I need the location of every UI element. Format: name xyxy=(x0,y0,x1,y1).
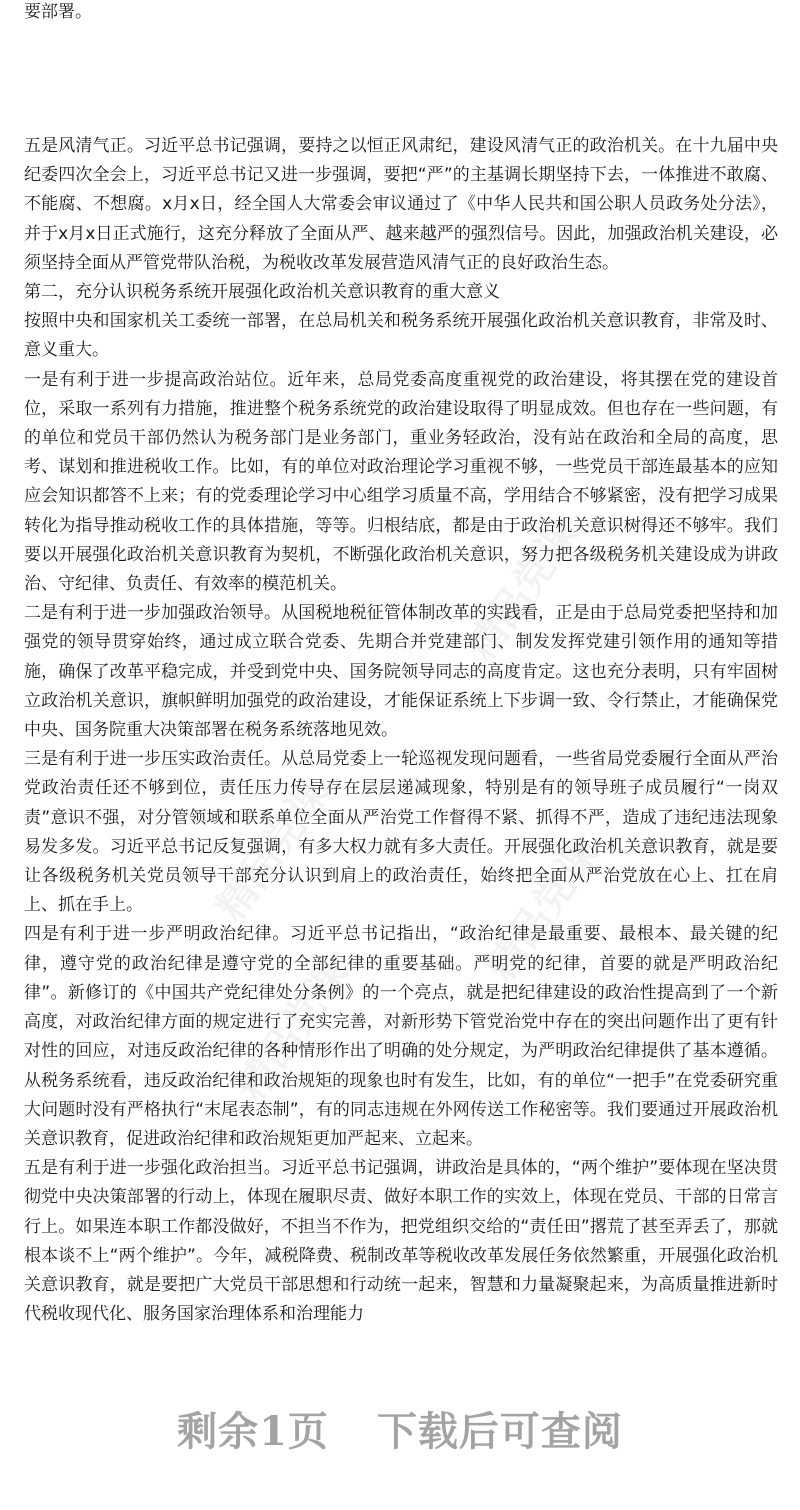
paragraph: 二是有利于进一步加强政治领导。从国税地税征管体制改革的实践看，正是由于总局党委把坚持和加强党的领导贯穿始终，通过成立联合党委、先期合并党建部门、制发发挥党建引领作用的通知等措施，确保了改革平稳完成，并受到党中央、国务院领导同志的高度肯定。这也充分表明，只有牢固树立政治机关意识，旗帜鲜明加强党的政治建设，才能保证系统上下步调一致、令行禁止，才能确保党中央、国务院重大决策部署在税务系统落地见效。 xyxy=(24,603,778,741)
paragraph: 四是有利于进一步严明政治纪律。习近平总书记指出，“政治纪律是最重要、最根本、最关键的纪律，遵守党的政治纪律是遵守党的全部纪律的重要基础。严明党的纪律，首要的就是严明政治纪律”。新修订的《中国共产党纪律处分条例》的一个亮点，就是把纪律建设的政治性提高到了一个新高度，对政治纪律方面的规定进行了充实完善，对新形势下管党治党中存在的突出问题作出了更有针对性的回应，对违反政治纪律的各种情形作出了明确的处分规定，为严明政治纪律提供了基本遵循。从税务系统看，违反政治纪律和政治规矩的现象也时有发生，比如，有的单位“一把手”在党委研究重大问题时没有严格执行“末尾表态制”，有的同志违规在外网传送工作秘密等。我们要通过开展政治机关意识教育，促进政治纪律和政治规矩更加严起来、立起来。 xyxy=(24,924,778,1149)
watermark: 精品党课 xyxy=(208,771,338,930)
paragraph: 五是风清气正。习近平总书记强调，要持之以恒正风肃纪，建设风清气正的政治机关。在十九届中央纪委四次全会上，习近平总书记又进一步强调，要把“严”的主基调长期坚持下去，一体推进不敢腐、不能腐、不想腐。x月x日，经全国人大常委会审议通过了《中华人民共和国公职人员政务处分法》，并于x月x日正式施行，这充分释放了全面从严、越来越严的强烈信号。因此，加强政治机关建设，必须坚持全面从严管党带队治税，为税收改革发展营造风清气正的良好政治生态。 xyxy=(24,136,778,273)
previous-page-fragment: 要部署。 xyxy=(24,2,92,22)
paragraph: 五是有利于进一步强化政治担当。习近平总书记强调，讲政治是具体的，“两个维护”要体现在坚决贯彻党中央决策部署的行动上，体现在履职尽责、做好本职工作的实效上，体现在党员、干部的日常言行上。如果连本职工作都没做好，不担当不作为，把党组织交给的“责任田”撂荒了甚至弄丢了，那就根本谈不上“两个维护”。今年，减税降费、税制改革等税收改革发展任务依然繁重，开展强化政治机关意识教育，就是要把广大党员干部思想和行动统一起来，智慧和力量凝聚起来，为高质量推进新时代税收现代化、服务国家治理体系和治理能力 xyxy=(24,1158,778,1325)
watermark: 精品党课 xyxy=(458,511,588,670)
watermark: 精品党课 xyxy=(228,951,358,1110)
watermark: 精品党课 xyxy=(478,831,608,990)
section-heading: 第二，充分认识税务系统开展强化政治机关意识教育的重大意义 xyxy=(24,282,500,303)
download-to-view-label[interactable]: 下载后可查阅 xyxy=(376,1408,623,1455)
paragraph: 一是有利于进一步提高政治站位。近年来，总局党委高度重视党的政治建设，将其摆在党的建设首位，采取一系列有力措施，推进整个税务系统党的政治建设取得了明显成效。但也存在一些问题，有的单位和党员干部仍然认为税务部门是业务部门，重业务轻政治，没有站在政治和全局的高度，思考、谋划和推进税收工作。比如，有的单位对政治理论学习重视不够，一些党员干部连最基本的应知应会知识都答不上来；有的党委理论学习中心组学习质量不高，学用结合不够紧密，没有把学习成果转化为指导推动税收工作的具体措施，等等。归根结底，都是由于政治机关意识树得还不够牢。我们要以开展强化政治机关意识教育为契机，不断强化政治机关意识，努力把各级税务机关建设成为讲政治、守纪律、负责任、有效率的模范机关。 xyxy=(24,369,778,595)
remaining-pages-label: 剩余1页 xyxy=(177,1408,329,1455)
download-prompt-banner[interactable] xyxy=(0,1400,800,1457)
paragraph: 三是有利于进一步压实政治责任。从总局党委上一轮巡视发现问题看，一些省局党委履行全面从严治党政治责任还不够到位，责任压力传导存在层层递减现象，特别是有的领导班子成员履行“一岗双责”意识不强，对分管领域和联系单位全面从严治党工作督得不紧、抓得不严，造成了违纪违法现象易发多发。习近平总书记反复强调，有多大权力就有多大责任。开展强化政治机关意识教育，就是要让各级税务机关党员领导干部充分认识到肩上的政治责任，始终把全面从严治党放在心上、扛在肩上、抓在手上。 xyxy=(24,749,778,916)
paragraph: 按照中央和国家机关工委统一部署，在总局机关和税务系统开展强化政治机关意识教育，非常及时、意义重大。 xyxy=(24,311,778,361)
document-body xyxy=(24,132,778,1329)
